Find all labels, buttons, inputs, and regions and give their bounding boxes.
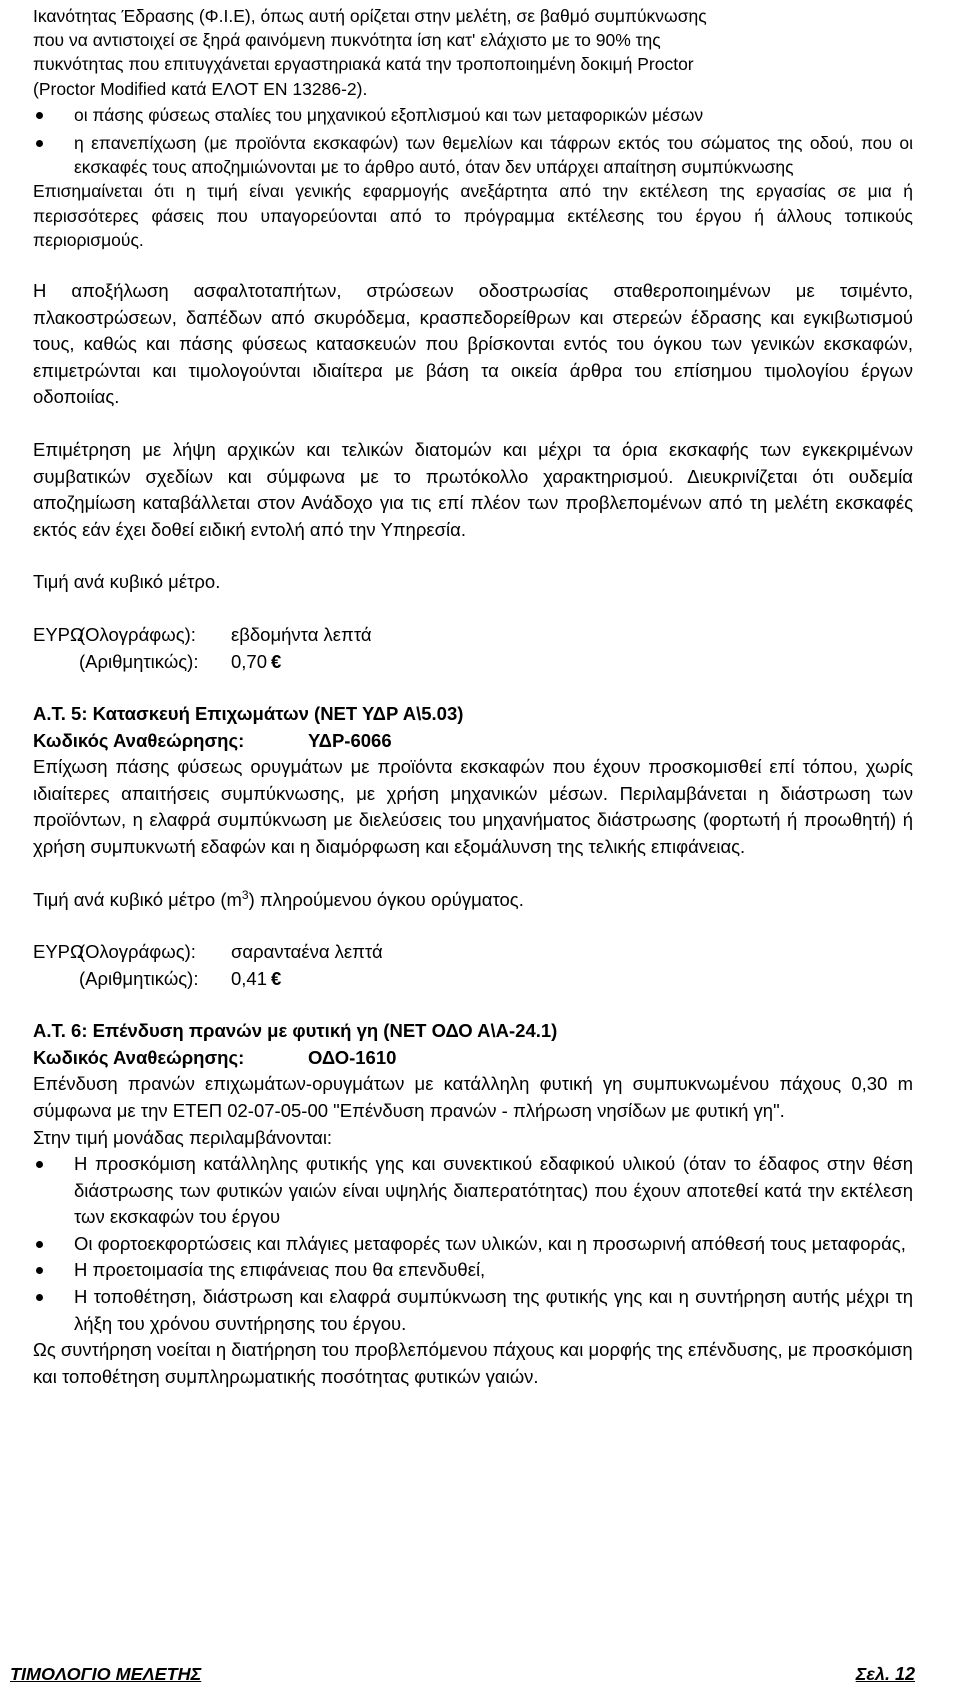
article-6-code bbox=[33, 1045, 913, 1072]
intro-paragraph bbox=[33, 4, 913, 101]
words-label: (Ολογράφως): bbox=[79, 623, 196, 645]
page-content bbox=[33, 4, 913, 1390]
price-in-words: εβδομήντα λεπτά bbox=[231, 623, 372, 645]
bullet-icon bbox=[36, 140, 43, 147]
includes-heading: Στην τιμή μονάδας περιλαμβάνονται: bbox=[33, 1126, 333, 1148]
code-label: Κωδικός Αναθεώρησης: bbox=[33, 729, 245, 751]
price-block bbox=[33, 939, 913, 992]
article-5-price-unit: Τιμή ανά κυβικό μέτρο $(m^3)$ πληρούμενου όγκου ορύγματος. bbox=[33, 887, 524, 910]
page-footer bbox=[10, 1664, 915, 1688]
bullet-icon bbox=[36, 1241, 43, 1248]
currency-label: ΕΥΡΩ bbox=[33, 941, 84, 963]
list-item bbox=[33, 1257, 913, 1284]
list-item-text: Η προετοιμασία της επιφάνειας που θα επενδυθεί, bbox=[74, 1259, 486, 1281]
numeric-label: (Αριθμητικώς): bbox=[79, 650, 199, 672]
code-value: ΟΔΟ-1610 bbox=[308, 1046, 397, 1068]
bullet-icon bbox=[36, 1294, 43, 1301]
price-unit-text: Τιμή ανά κυβικό μέτρο. bbox=[33, 571, 221, 593]
list-item-text: Οι φορτοεκφορτώσεις και πλάγιες μεταφορές των υλικών, και η προσωρινή απόθεσή τους μεταφοράς, bbox=[74, 1232, 906, 1254]
list-item-text: Η τοποθέτηση, διάστρωση και ελαφρά συμπύκνωση της φυτικής γης και η συντήρηση αυτής μέχρι τη λήξη του χρόνου συντήρησης του έργου. bbox=[74, 1286, 913, 1334]
bullet-icon bbox=[36, 1267, 43, 1274]
footer-title: ΤΙΜΟΛΟΓΙΟ ΜΕΛΕΤΗΣ bbox=[10, 1664, 202, 1684]
intro-line: πυκνότητας που επιτυγχάνεται εργαστηριακά κατά την τροποποιημένη δοκιμή Proctor bbox=[33, 54, 694, 75]
bullet-list-2 bbox=[33, 1151, 913, 1337]
code-label: Κωδικός Αναθεώρησης: bbox=[33, 1046, 245, 1068]
list-item-text: Η προσκόμιση κατάλληλης φυτικής γης και συνεκτικού εδαφικού υλικού (όταν το έδαφος στην θέση διάστρωσης των φυτικών γαιών είναι υψηλής διαπερατότητας) που έχουν αποτεθεί κατά την εκτέλεση των εκσκαφών του έργου bbox=[74, 1153, 913, 1228]
article-5-description: Επίχωση πάσης φύσεως ορυγμάτων με προϊόντα εκσκαφών που έχουν προσκομισθεί επί τόπου, χωρίς ιδιαίτερες απαιτήσεις συμπύκνωσης, με χρήση μηχανικών μέσων. Περιλαμβάνεται η διάστρωση των προϊόντων, η ελαφρά συμπύκνωση με διελεύσεις του μηχανήματος διάστρωσης (φορτωτή ή προωθητή) ή χρήση συμπυκνωτή εδαφών και η διαμόρφωση και εξομάλυνση της τελικής επιφάνειας. bbox=[33, 756, 913, 857]
intro-line: που να αντιστοιχεί σε ξηρά φαινόμενη πυκνότητα ίση κατ' ελάχιστο με το 90% της bbox=[33, 30, 661, 51]
numeric-label: (Αριθμητικώς): bbox=[79, 967, 199, 989]
bullet-list-1 bbox=[33, 103, 913, 180]
removal-paragraph: Η αποξήλωση ασφαλτοταπήτων, στρώσεων οδοστρωσίας σταθεροποιημένων με τσιμέντο, πλακοστρώσεων, δαπέδων από σκυρόδεμα, κρασπεδορείθρων και στερεών έδρασης και εγκιβωτισμού τους, καθώς και πάσης φύσεως κατασκευών που βρίσκονται εντός του όγκου των γενικών εκσκαφών, επιμετρώνται και τιμολογούνται ιδιαίτερα με βάση τα οικεία άρθρα του επίσημου τιμολογίου έργων οδοποιίας. bbox=[33, 280, 913, 408]
currency-label: ΕΥΡΩ bbox=[33, 623, 84, 645]
article-5-title: Α.Τ. 5: Κατασκευή Επιχωμάτων (ΝΕΤ ΥΔΡ Α\5.03) bbox=[33, 702, 464, 724]
euro-icon: € bbox=[271, 650, 282, 672]
page-number: Σελ. 12 bbox=[855, 1664, 915, 1684]
measurement-paragraph: Επιμέτρηση με λήψη αρχικών και τελικών διατομών και μέχρι τα όρια εκσκαφής των εγκεκριμένων συμβατικών σχεδίων και σύμφωνα με το πρωτόκολλο χαρακτηρισμού. Διευκρινίζεται ότι ουδεμία αποζημίωση καταβάλλεται στον Ανάδοχο για τις επί πλέον των προβλεπομένων από τη μελέτη εκσκαφές εκτός εάν έχει δοθεί ειδική εντολή από την Υπηρεσία. bbox=[33, 439, 913, 540]
price-value: 0,70 bbox=[231, 650, 268, 672]
list-item bbox=[33, 1151, 913, 1231]
code-value: ΥΔΡ-6066 bbox=[308, 729, 392, 751]
closing-paragraph: Ως συντήρηση νοείται η διατήρηση του προβλεπόμενου πάχους και μορφής της επένδυσης, με προσκόμιση και τοποθέτηση συμπληρωματικής ποσότητας φυτικών γαιών. bbox=[33, 1339, 913, 1387]
price-numeric bbox=[231, 649, 281, 676]
euro-icon: € bbox=[271, 967, 282, 989]
list-item-text: οι πάσης φύσεως σταλίες του μηχανικού εξοπλισμού και των μεταφορικών μέσων bbox=[74, 104, 704, 125]
note-paragraph: Επισημαίνεται ότι η τιμή είναι γενικής εφαρμογής ανεξάρτητα από την εκτέλεση της εργασίας σε μια ή περισσότερες φάσεις που υπαγορεύονται από το πρόγραμμα εκτέλεσης του έργου ή άλλους τοπικούς περιορισμούς. bbox=[33, 181, 913, 250]
list-item bbox=[33, 131, 913, 179]
article-6-title: Α.Τ. 6: Επένδυση πρανών με φυτική γη (ΝΕΤ ΟΔΟ Α\Α-24.1) bbox=[33, 1020, 558, 1042]
price-value: 0,41 bbox=[231, 967, 268, 989]
list-item bbox=[33, 103, 913, 127]
list-item bbox=[33, 1231, 913, 1258]
list-item bbox=[33, 1284, 913, 1337]
bullet-icon bbox=[36, 1161, 43, 1168]
intro-line: Ικανότητας Έδρασης (Φ.Ι.Ε), όπως αυτή ορίζεται στην μελέτη, σε βαθμό συμπύκνωσης bbox=[33, 6, 707, 26]
price-block bbox=[33, 622, 913, 675]
bullet-icon bbox=[36, 112, 43, 119]
price-numeric bbox=[231, 966, 281, 993]
intro-line: (Proctor Modified κατά ΕΛΟΤ ΕΝ 13286-2). bbox=[33, 78, 368, 99]
price-in-words: σαρανταένα λεπτά bbox=[231, 941, 383, 963]
article-5-code bbox=[33, 728, 913, 755]
words-label: (Ολογράφως): bbox=[79, 941, 196, 963]
article-6-description: Επένδυση πρανών επιχωμάτων-ορυγμάτων με κατάλληλη φυτική γη συμπυκνωμένου πάχους 0,30 m σύμφωνα με την ΕΤΕΠ 02-07-05-00 "Επένδυση πρανών - πλήρωση νησίδων με φυτική γη". bbox=[33, 1073, 913, 1121]
list-item-text: η επανεπίχωση (με προϊόντα εκσκαφών) των θεμελίων και τάφρων εκτός του σώματος της οδού, που οι εκσκαφές τους αποζημιώνονται με το άρθρο αυτό, όταν δεν υπάρχει απαίτηση συμπύκνωσης bbox=[74, 133, 913, 178]
